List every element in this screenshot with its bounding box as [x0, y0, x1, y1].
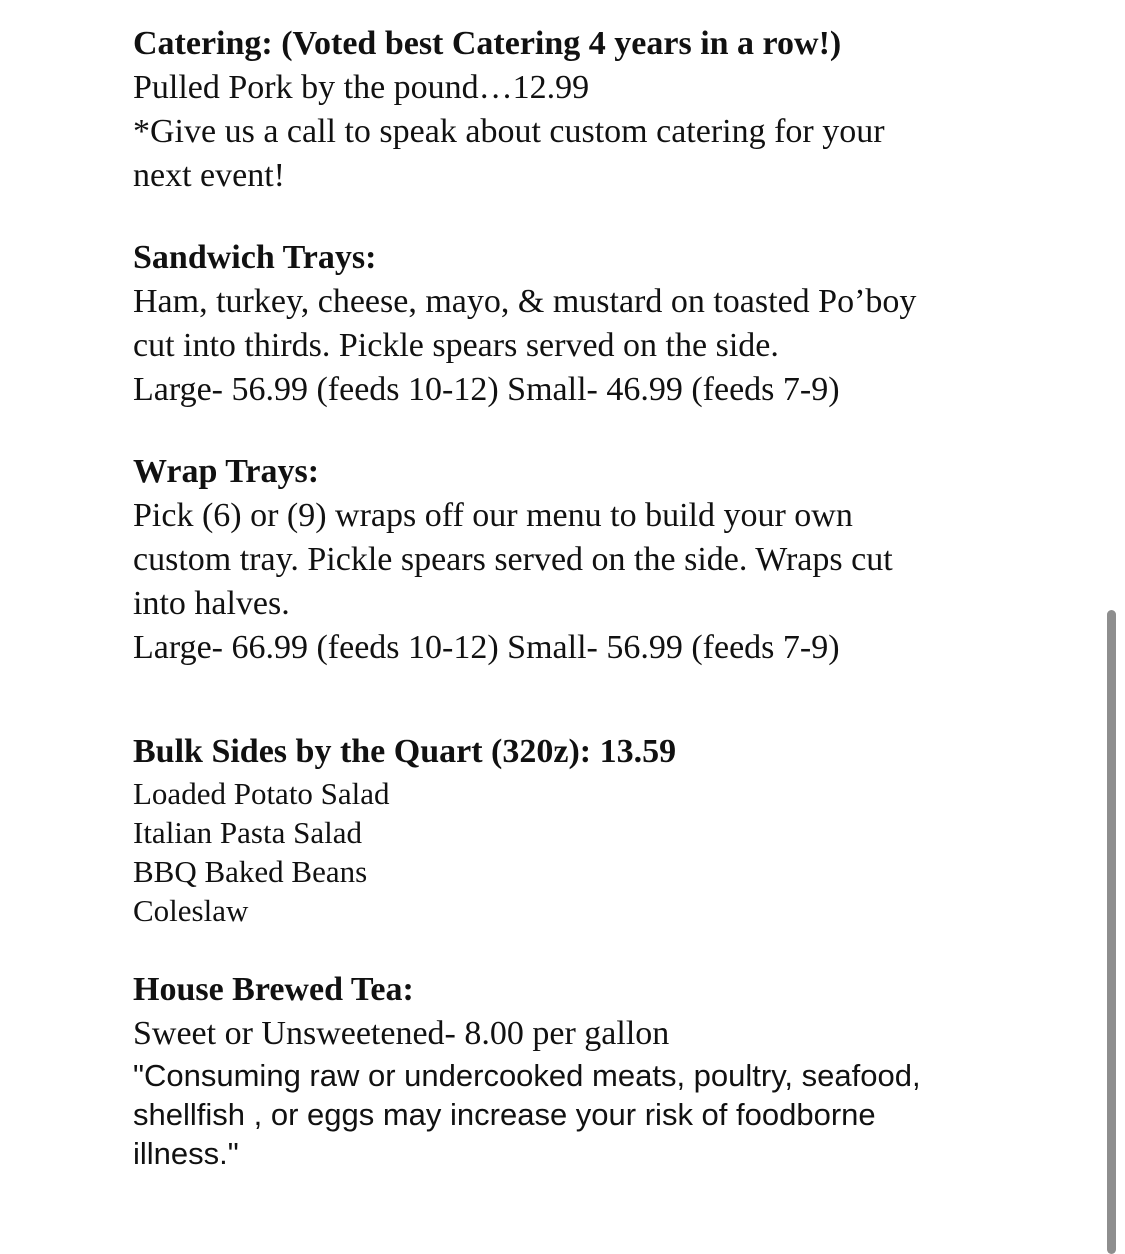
bulk-side-item: BBQ Baked Beans [133, 854, 368, 889]
wrap-trays-line: custom tray. Pickle spears served on the side. Wraps cut [133, 541, 893, 578]
disclaimer-section [133, 1056, 1033, 1173]
sandwich-trays-section [133, 236, 1033, 412]
catering-line: Pulled Pork by the pound…12.99 [133, 69, 590, 106]
sandwich-trays-price-line: Large- 56.99 (feeds 10-12) Small- 46.99 (feeds 7-9) [133, 371, 840, 408]
bulk-sides-heading: Bulk Sides by the Quart (320z): 13.59 [133, 733, 677, 770]
section-spacer [133, 930, 1033, 968]
vertical-scrollbar[interactable] [1107, 610, 1116, 1254]
sandwich-trays-line: Ham, turkey, cheese, mayo, & mustard on toasted Po’boy [133, 283, 917, 320]
section-spacer [133, 198, 1033, 236]
catering-line: *Give us a call to speak about custom catering for your [133, 113, 885, 150]
catering-line: next event! [133, 157, 285, 194]
catering-section [133, 22, 1033, 198]
wrap-trays-heading: Wrap Trays: [133, 453, 320, 490]
catering-heading: Catering: (Voted best Catering 4 years in a row!) [133, 25, 842, 62]
section-spacer [133, 670, 1033, 730]
disclaimer-line: illness." [133, 1136, 239, 1171]
bulk-sides-section [133, 730, 1033, 930]
wrap-trays-line: Pick (6) or (9) wraps off our menu to build your own [133, 497, 853, 534]
wrap-trays-line: into halves. [133, 585, 290, 622]
tea-section [133, 968, 1033, 1056]
tea-price-line: Sweet or Unsweetened- 8.00 per gallon [133, 1015, 670, 1052]
tea-heading: House Brewed Tea: [133, 971, 414, 1008]
bulk-side-item: Loaded Potato Salad [133, 776, 390, 811]
bulk-side-item: Italian Pasta Salad [133, 815, 362, 850]
bulk-side-item: Coleslaw [133, 893, 249, 928]
wrap-trays-section [133, 450, 1033, 670]
wrap-trays-price-line: Large- 66.99 (feeds 10-12) Small- 56.99 (feeds 7-9) [133, 629, 840, 666]
disclaimer-line: "Consuming raw or undercooked meats, poultry, seafood, [133, 1058, 921, 1093]
section-spacer [133, 412, 1033, 450]
sandwich-trays-line: cut into thirds. Pickle spears served on the side. [133, 327, 779, 364]
sandwich-trays-heading: Sandwich Trays: [133, 239, 377, 276]
disclaimer-line: shellfish , or eggs may increase your risk of foodborne [133, 1097, 876, 1132]
menu-document [133, 22, 1033, 1173]
